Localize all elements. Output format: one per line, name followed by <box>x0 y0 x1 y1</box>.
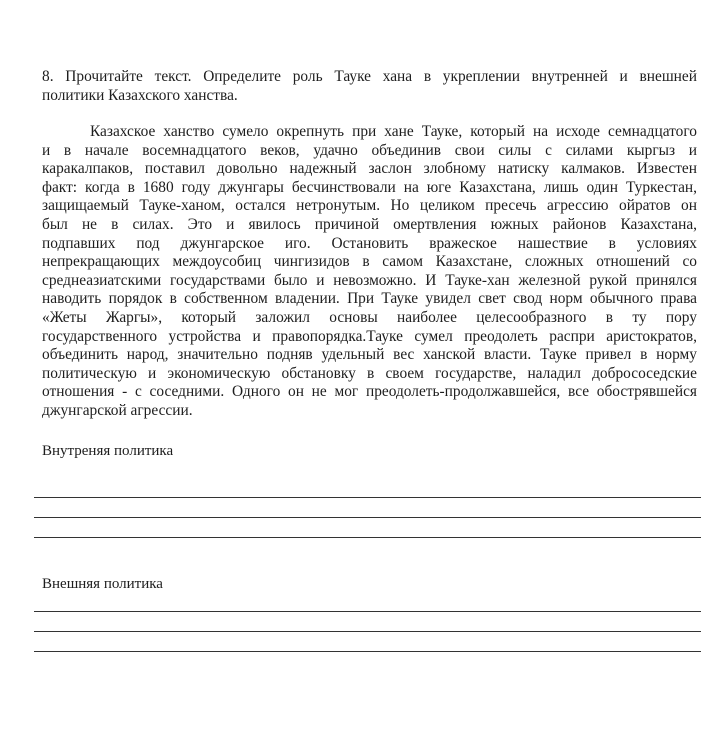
passage-line: факт: когда в 1680 году джунгары бесчинствовали на юге Казахстана, лишь один Туркестан, <box>42 178 697 196</box>
passage-line: среднеазиатскими государствами было и невозможно. И Тауке-хан железной рукой принялся <box>42 271 697 289</box>
passage-line: Казахское ханство сумело окрепнуть при хане Тауке, который на исходе семнадцатого <box>90 123 697 140</box>
answer-line[interactable] <box>34 611 701 612</box>
passage-line: подпавших под джунгарское иго. Остановить вражеское нашествие в условиях <box>42 234 697 252</box>
passage-line: политическую и экономическую обстановку в своем государстве, наладил добрососедские <box>42 364 697 382</box>
passage-line: наводить порядок в собственном владении. При Тауке увидел свет свод норм обычного права <box>42 290 697 308</box>
task-line: 8. Прочитайте текст. Определите роль Тауке хана в укреплении внутренней и внешней <box>42 68 697 85</box>
passage-line: защищаемый Тауке-ханом, остался нетронутым. Но целиком пресечь агрессию ойратов он <box>42 197 697 215</box>
passage-line: каракалпаков, поставил довольно надежный заслон злобному натиску калмаков. Известен <box>42 160 697 178</box>
answer-line[interactable] <box>34 631 701 632</box>
passage-line: «Жеты Жаргы», который заложил основы наиболее целесообразного в ту пору <box>42 308 697 326</box>
passage-line: непрекращающих междоусобиц чингизидов в самом Казахстане, сложных отношений со <box>42 253 697 271</box>
task-line: политики Казахского ханства. <box>42 86 238 104</box>
passage-line: отношения - с соседними. Одного он не мог преодолеть-продолжавшейся, все обострявшейся <box>42 383 697 401</box>
passage <box>42 123 697 421</box>
internal-policy-heading: Внутреняя политика <box>42 443 174 459</box>
passage-line: был не в силах. Это и явилось причиной омертвления южных районов Казахстана, <box>42 215 697 233</box>
passage-line: и в начале восемнадцатого веков, удачно объединив свои силы с силами кыргыз и <box>42 141 697 159</box>
answer-line[interactable] <box>34 537 701 538</box>
external-policy-heading: Внешняя политика <box>42 576 163 592</box>
answer-line[interactable] <box>34 651 701 652</box>
passage-line: государственного устройства и правопорядка.Тауке сумел преодолеть распри аристократов, <box>42 327 697 345</box>
passage-line: объединить народ, значительно подняв удельный вес ханской власти. Тауке привел в норму <box>42 346 697 364</box>
answer-line[interactable] <box>34 497 701 498</box>
passage-line: джунгарской агрессии. <box>42 401 193 419</box>
answer-line[interactable] <box>34 517 701 518</box>
task-prompt <box>42 68 697 105</box>
